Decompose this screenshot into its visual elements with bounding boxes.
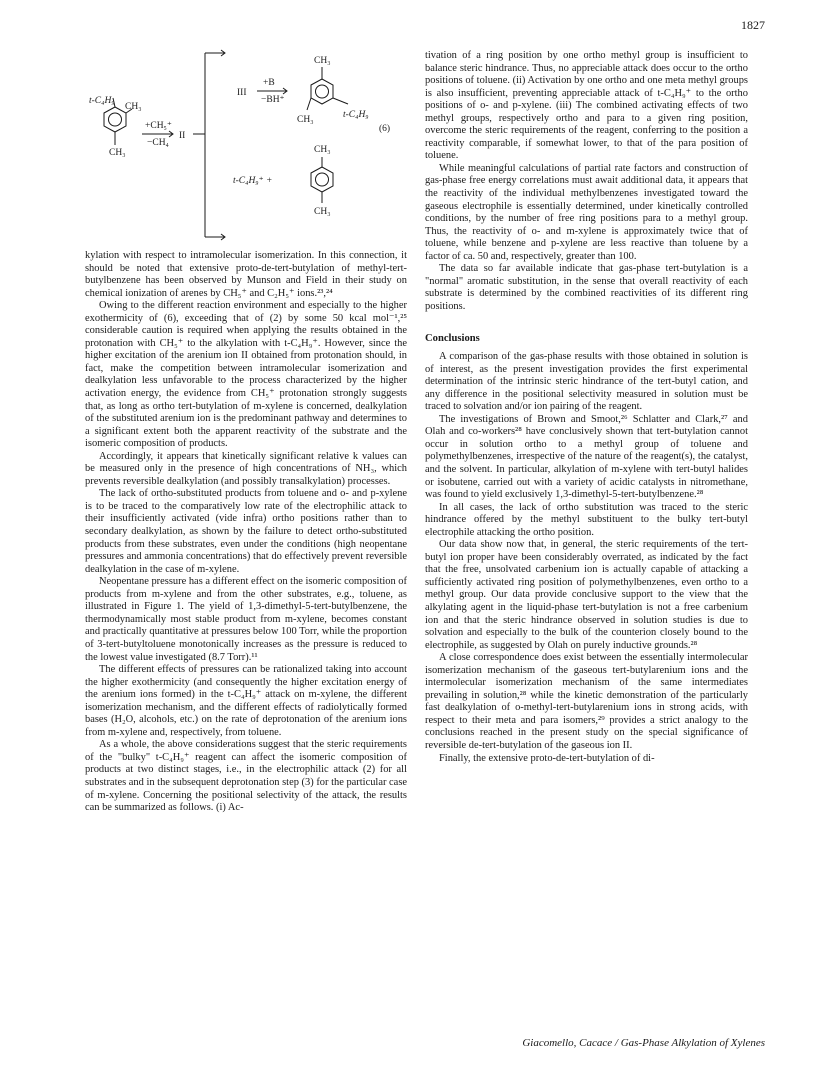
paragraph: The lack of ortho-substituted products from toluene and o- and p-xylene is to be traced to the comparatively low rate of the electrophilic attack to their insufficiently activated (vide infra) ortho positions rather than to secondary dealkylation, as shown by the failure to detect ortho-substituted products from these substrates, even under the conditions (high neopentane pressures and ammonia concentrations) that do effectively prevent reversible dealkylation in the case of m-xylene. — [85, 488, 407, 575]
paragraph: Finally, the extensive proto-de-tert-butylation of di- — [439, 752, 655, 764]
paragraph: The data so far available indicate that gas-phase tert-butylation is a "normal" aromatic substitution, in the sense that overall reactivity of each substrate is determined by the combined reactivities of its different ring positions. — [425, 263, 748, 312]
product1-ring — [311, 79, 333, 104]
page-number: 1827 — [741, 18, 765, 32]
product2-tbu-ion: t-C₄H₉⁺ + — [233, 176, 273, 186]
ion-ii-label: II — [179, 131, 186, 141]
reactant-ring — [104, 107, 126, 132]
paragraph: A comparison of the gas-phase results with those obtained in solution is of interest, as the present investigation provides the first experimental determination of the intrinsic steric hindrance of the tert-butyl cation, and any difference in the positional selectivity measured in solution must be traced to solvation and/or ion pairing of the reagent. — [425, 351, 748, 413]
paragraph: As a whole, the above considerations suggest that the steric requirements of the "bulky" t-C₄H₉⁺ reagent can affect the isomeric composition of products at two distinct stages, i.e., in the electrophilic attack (2) for all substrates and in the subsequent deprotonation step (3) for the particular case of m-xylene. Concerning the positional selectivity of the attack, the results can be summarized as follows. (i) Ac- — [85, 739, 408, 814]
product2-ch3-top: CH₃ — [314, 145, 331, 155]
ion-iii-label: III — [237, 88, 247, 98]
right-column — [425, 50, 748, 765]
paragraph: A close correspondence does exist between the essentially intermolecular isomerization mechanism of the gaseous tert-butylarenium ions and the intermolecular isomerization mechanism of the same intermediates prevailing in solution,²⁸ while the kinetic demonstration of the particularly fast dealkylation of o-methyl-tert-butylarenium ions in strong acids, with respect to their meta and para isomers,²⁹ provides a strict analogy to the conclusions reached in the present study on the special significance of reversible de-tert-butylation of the gaseous ion II. — [425, 652, 748, 751]
scheme-drawing — [85, 45, 407, 245]
left-column — [85, 250, 407, 815]
product1-ch3-top: CH₃ — [314, 56, 331, 66]
paragraph: kylation with respect to intramolecular isomerization. In this connection, it should be noted that extensive proto-de-tert-butylation of methyl-tert-butylbenzene has been observed by Munson and Field in their study on chemical ionization of arenes by CH₅⁺ and C₂H₅⁺ ions.²³,²⁴ — [85, 250, 407, 299]
reactant-tbu: t-C₄H₉ — [89, 96, 115, 106]
paragraph: The investigations of Brown and Smoot,²⁶ Schlatter and Clark,²⁷ and Olah and co-workers²⁸ have conclusively shown that tert-butylation cannot occur in solution ortho to a methyl group of toluene and polymethylbenzenes, irrespective of the nature of the reagent(s), the catalyst, and the solvent. In particular, alkylation of m-xylene with tert-butyl halides or isobutene, carried out with a variety of acidic catalysts in nitromethane, was found to yield exclusively 1,3-dimethyl-5-tert-butylbenzene.²⁸ — [425, 413, 748, 501]
running-footer: Giacomello, Cacace / Gas-Phase Alkylation of Xylenes — [522, 1037, 765, 1049]
section-heading-conclusions: Conclusions — [425, 333, 480, 345]
paragraph: The different effects of pressures can be rationalized taking into account the higher exothermicity (and consequently the higher excitation energy of the arenium ions formed) in the t-C₄H₉⁺ attack on m-xylene, the different isomerization mechanism, and the different effects of radiolytically formed bases (H₂O, alcohols, etc.) on the rate of deprotonation of the arenium ions from m-xylene and, respectively, from toluene. — [85, 664, 407, 738]
paragraph: While meaningful calculations of partial rate factors and construction of gas-phase free energy correlations must await additional data, it appears that the reactivity of the individual methylbenzenes investigated toward the gaseous electrophile is essentially determined, under kinetically controlled conditions, by the number of free ring positions para to a methyl group. Thus, the reactivity of o- and m-xylene is approximately twice that of toluene, while benzene and p-xylene are less reactive than toluene by a factor of ca. 50 and, respectively, greater than 100. — [425, 162, 748, 262]
product1-ch3-bottom: CH₃ — [297, 115, 314, 125]
reagent-label-top: +CH₅⁺ — [145, 121, 172, 131]
reactant-ring-circle — [109, 113, 122, 126]
paragraph: In all cases, the lack of ortho substitution was traced to the steric hindrance offered by the methyl substituent to the bulky tert-butyl electrophile attacking the ortho position. — [425, 501, 748, 538]
product2-ring — [311, 167, 333, 192]
reactant-ch3-bottom: CH₃ — [109, 148, 126, 158]
paragraph: Accordingly, it appears that kinetically significant relative k values can be measured only in the presence of high concentrations of NH₃, which prevents reversible dealkylation (and possibly transalkylation) processes. — [85, 450, 407, 487]
reaction-scheme-6 — [85, 45, 407, 245]
product2-ch3-bottom: CH₃ — [314, 207, 331, 217]
reactant-ch3-upper: CH₃ — [125, 102, 142, 112]
paragraph: Neopentane pressure has a different effect on the isomeric composition of products from m-xylene and from the other substrates, e.g., toluene, as illustrated in Figure 1. The yield of 1,3-dimethyl-5-tert-butylbenzene, the thermodynamically most stable product from m-xylene, becomes constant and practically quantitative at pressures below 100 Torr, while the proportion of 3-tert-butyltoluene monotonically increases as the pressure is reduced to the lowest value investigated (8.7 Torr).¹¹ — [85, 576, 407, 663]
base-label-bottom: −BH⁺ — [261, 95, 285, 105]
paragraph: tivation of a ring position by one ortho methyl group is insufficient to balance steric hindrance. Thus, no appreciable attack does occur to the ortho positions of toluene. (ii) Activation by one ortho and one meta methyl groups is also insufficient, preventing appreciable attack of t-C₄H₉⁺ to the ortho positions of o- and p-xylene. (iii) The combined activating effects of two methyl groups, respectively ortho and para to a given ring position, overcome the steric requirements of the reagent, conferring to the position a reactivity comparable, if somewhat lower, to that of the para position of toluene. — [425, 50, 748, 162]
reagent-label-bottom: −CH₄ — [147, 138, 169, 148]
product1-tbu: t-C₄H₉ — [343, 110, 369, 120]
paragraph: Owing to the different reaction environment and especially to the higher exothermicity of (6), exceeding that of (2) by some 50 kcal mol⁻¹,²⁵ considerable caution is required when applying the results obtained in the protonation with CH₅⁺ to the alkylation with t-C₄H₉⁺. However, since the higher excitation of the arenium ion II obtained from protonation should, in fact, make the competition between intramolecular isomerization and dealkylation less unfavorable to the process characterized by the higher activation energy, the evidence from CH₅⁺ protonation strongly suggests that, as long as ortho tert-butylation of m-xylene is concerned, dealkylation of the substituted arenium ion is the predominant pathway and determines to a significant extent both the apparent reactivity of the substrate and the isomeric composition of products. — [85, 300, 407, 450]
base-label-top: +B — [263, 78, 275, 88]
equation-number: (6) — [379, 124, 391, 134]
paragraph: Our data show now that, in general, the steric requirements of the tert-butyl ion proper have been considerably overrated, as indicated by the fact that the free, unsolvated carbenium ion is actually capable of attacking a sufficiently activated ring position of polymethylbenzenes, even ortho to a methyl group. Our data provide conclusive support to the view that the alkylating agent in the liquid-phase tert-butylation is not a free carbenium ion and that the steric hindrance observed in solution studies is due to solvation and especially to the bulk of the counterion closely bound to the electrophile, as suggested by Olah on purely inductive grounds.²⁸ — [425, 539, 748, 651]
